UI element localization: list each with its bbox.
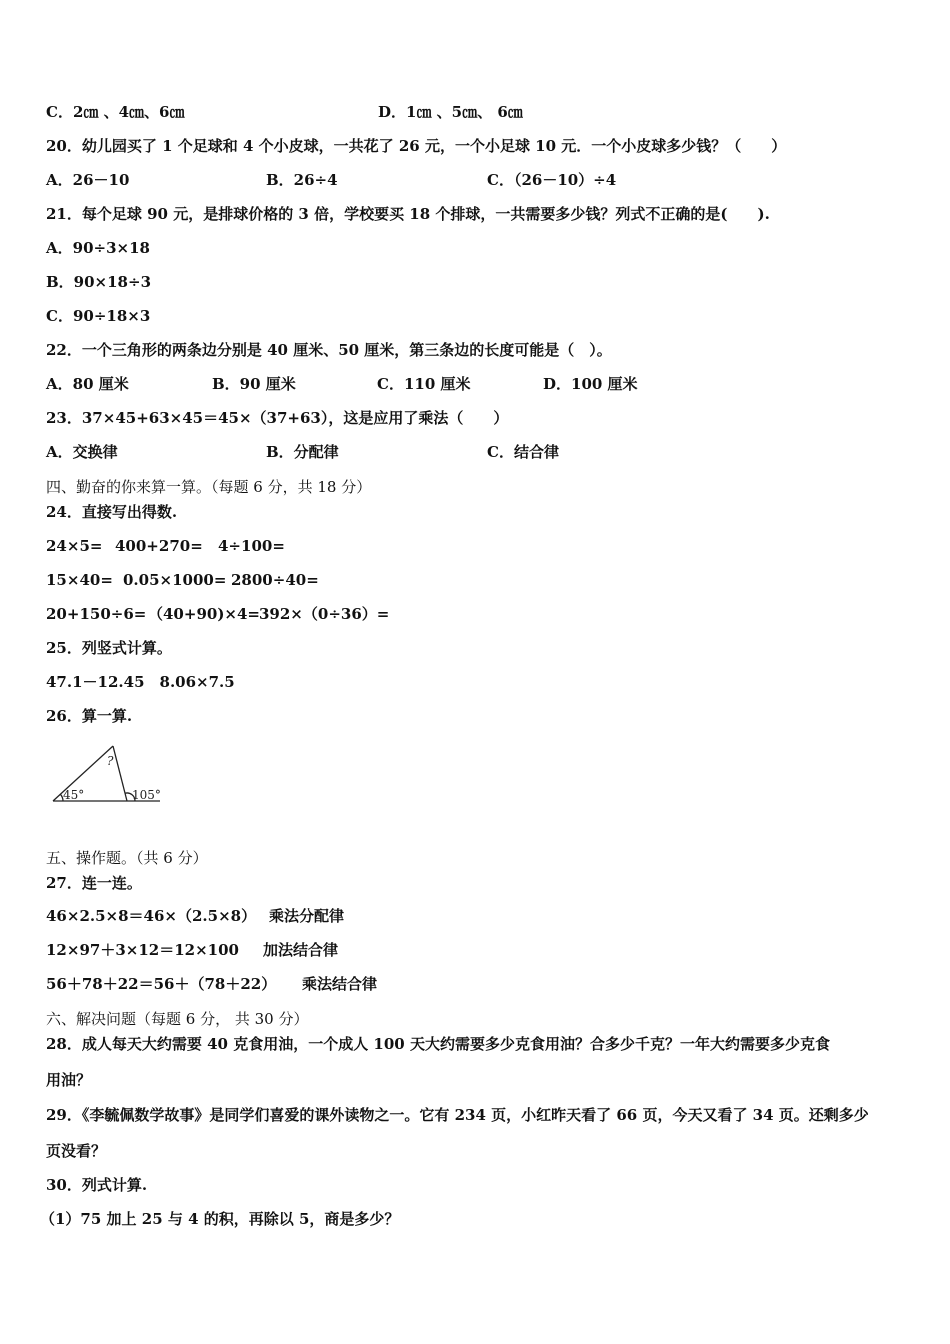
q20-option-b: B．26÷4 [266,171,338,189]
q22-option-d: D．100 厘米 [543,375,638,393]
angle-105-label: 105° [132,788,161,802]
q22-stem: 22．一个三角形的两条边分别是 40 厘米、50 厘米，第三条边的长度可能是（ ）。 [46,341,612,359]
q24-r3-c3: 392×（0÷36）= [259,605,390,623]
q26-stem: 26．算一算. [46,707,133,725]
q20-option-a: A．26－10 [46,171,130,189]
q23-option-c: C．结合律 [487,443,559,461]
q22-option-c: C．110 厘米 [377,375,471,393]
q27-right-3: 乘法结合律 [302,975,378,993]
q24-r1-c1: 24×5= [46,537,103,555]
q27-right-2: 加法结合律 [263,941,339,959]
section-6-heading: 六、解决问题（每题 6 分， 共 30 分） [46,1010,309,1028]
unknown-angle-label: ? [107,754,114,768]
q29-line-2: 页没看？ [46,1142,107,1160]
section-5-heading: 五、操作题。（共 6 分） [46,849,208,867]
q23-option-a: A．交换律 [46,443,118,461]
q27-left-1: 46×2.5×8＝46×（2.5×8） [46,907,257,925]
triangle-diagram [48,740,168,806]
q24-stem: 24．直接写出得数. [46,503,178,521]
q21-stem: 21．每个足球 90 元，是排球价格的 3 倍，学校要买 18 个排球，一共需要多少钱？列式不正确的是( ). [46,205,770,223]
q23-option-b: B．分配律 [266,443,339,461]
q29-line-1: 29．《李毓佩数学故事》是同学们喜爱的课外读物之一。它有 234 页，小红昨天看了 66 页，今天又看了 34 页。还剩多少 [46,1106,869,1124]
q22-option-a: A．80 厘米 [46,375,129,393]
q24-r2-c2: 0.05×1000= [123,571,227,589]
q27-left-2: 12×97＋3×12＝12×100 [46,941,239,959]
q28-line-1: 28．成人每天大约需要 40 克食用油，一个成人 100 天大约需要多少克食用油？合多少千克？一年大约需要多少克食 [46,1035,830,1053]
q19-option-c: C．2㎝ 、4㎝、6㎝ [46,103,185,121]
q21-option-c: C．90÷18×3 [46,307,151,325]
section-4-heading: 四、勤奋的你来算一算。（每题 6 分，共 18 分） [46,478,372,496]
q24-r3-c2: （40+90)×4= [148,605,260,623]
q21-option-a: A．90÷3×18 [46,239,150,257]
q24-r2-c3: 2800÷40= [231,571,319,589]
q19-option-d: D．1㎝ 、5㎝、 6㎝ [378,103,523,121]
q24-r2-c1: 15×40= [46,571,113,589]
q21-option-b: B．90×18÷3 [46,273,152,291]
q30-sub-1: （1）75 加上 25 与 4 的积，再除以 5，商是多少？ [40,1210,400,1228]
q30-stem: 30．列式计算. [46,1176,148,1194]
q24-r1-c3: 4÷100= [218,537,285,555]
q20-stem: 20．幼儿园买了 1 个足球和 4 个小皮球，一共花了 26 元，一个小足球 10 元．一个小皮球多少钱？（ ） [46,137,787,155]
q22-option-b: B．90 厘米 [212,375,296,393]
angle-45-label: 45° [63,788,85,802]
q27-right-1: 乘法分配律 [269,907,345,925]
q24-r1-c2: 400+270= [115,537,203,555]
q23-stem: 23．37×45+63×45＝45×（37+63），这是应用了乘法（ ） [46,409,509,427]
q25-expressions: 47.1－12.45 8.06×7.5 [46,673,235,691]
q25-stem: 25．列竖式计算。 [46,639,172,657]
q24-r3-c1: 20+150÷6= [46,605,147,623]
q28-line-2: 用油？ [46,1071,92,1089]
q20-option-c: C．（26－10）÷4 [487,171,617,189]
q27-stem: 27．连一连。 [46,874,142,892]
q27-left-3: 56＋78＋22＝56＋（78＋22） [46,975,277,993]
